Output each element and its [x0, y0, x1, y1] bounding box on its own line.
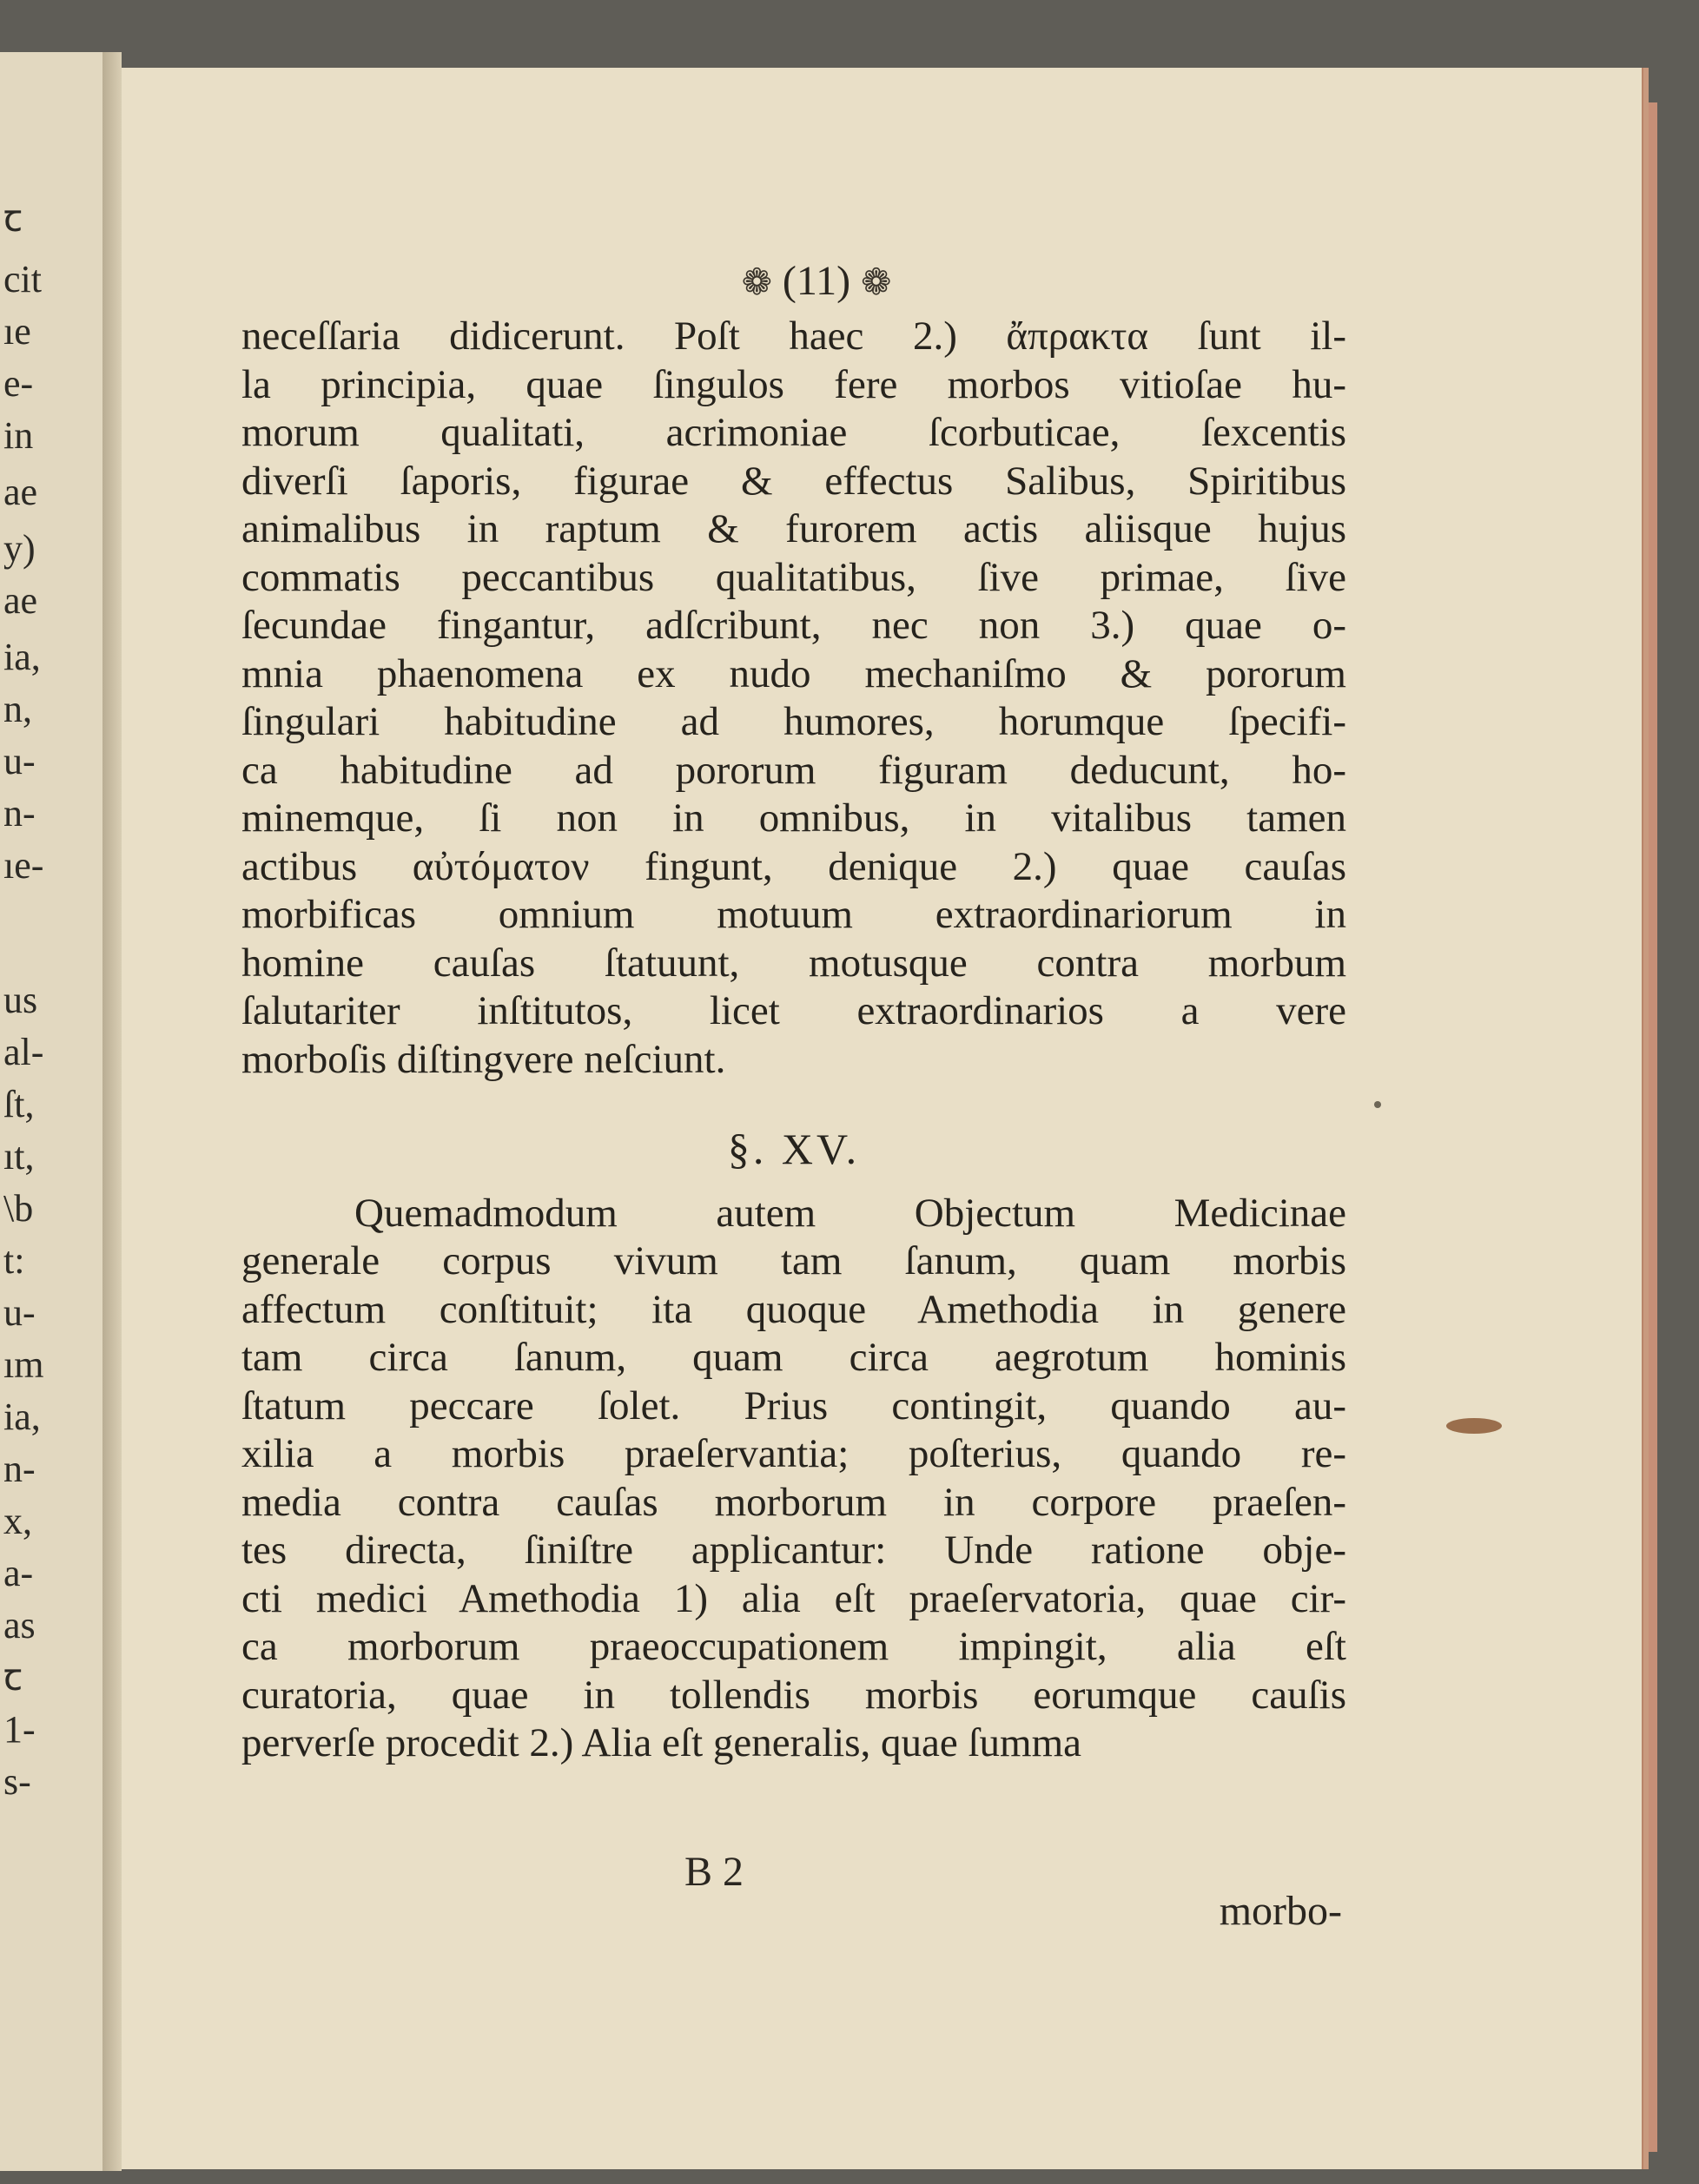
text-line: ſalutariter inſtitutos, licet extraordinarios a vere: [241, 988, 1346, 1033]
text-line: tam circa ſanum, quam circa aegrotum hominis: [241, 1335, 1346, 1380]
text-line: mnia phaenomena ex nudo mechaniſmo & pororum: [241, 650, 1346, 696]
text-line: generale corpus vivum tam ſanum, quam morbis: [241, 1238, 1346, 1283]
book-page: [122, 68, 1649, 2169]
text-line: tes directa, ſiniſtre applicantur: Unde ratione obje-: [241, 1527, 1346, 1573]
catchword: morbo-: [1219, 1888, 1342, 1934]
text-line: ca morborum praeoccupationem impingit, alia eſt: [241, 1624, 1346, 1669]
previous-page-edge: [0, 52, 105, 2171]
previous-page-fragment: ae: [3, 471, 38, 513]
previous-page-fragment: n,: [3, 688, 32, 730]
previous-page-fragment: ſt,: [3, 1083, 35, 1125]
previous-page-fragment: ım: [3, 1343, 44, 1386]
text-line: actibus αὐτόματον fingunt, denique 2.) quae cauſas: [241, 843, 1346, 889]
text-line: la principia, quae ſingulos fere morbos vitioſae hu-: [241, 361, 1346, 407]
main-text: [241, 313, 1346, 1768]
signature-mark: B 2: [684, 1849, 744, 1895]
text-line: Quemadmodum autem Objectum Medicinae: [354, 1190, 1346, 1236]
previous-page-fragment: n-: [3, 792, 36, 835]
previous-page-fragment: s-: [3, 1760, 31, 1803]
previous-page-fragment: al-: [3, 1031, 44, 1073]
book-gutter: [102, 52, 122, 2171]
text-line: neceſſaria didicerunt. Poſt haec 2.) ἄπρακτα ſunt il-: [241, 313, 1346, 359]
paragraph-1: [241, 313, 1346, 1084]
text-line: ſtatum peccare ſolet. Prius contingit, quando au-: [241, 1382, 1346, 1429]
previous-page-fragment: ıe: [3, 310, 31, 353]
text-line: media contra cauſas morborum in corpore praeſen-: [241, 1479, 1346, 1525]
text-line: affectum conſtituit; ita quoque Amethodia in genere: [241, 1286, 1346, 1332]
previous-page-fragment: ia,: [3, 636, 41, 678]
page-number: (11): [782, 258, 851, 304]
paragraph-2: [241, 1190, 1346, 1768]
previous-page-fragment: ia,: [3, 1396, 41, 1438]
previous-page-fragment: 1-: [3, 1708, 36, 1751]
text-line: morum qualitati, acrimoniae ſcorbuticae, ſexcentis: [241, 410, 1346, 455]
section-heading: §. XV.: [727, 1125, 861, 1173]
previous-page-fragment: e-: [3, 362, 34, 405]
previous-page-fragment: as: [3, 1604, 36, 1646]
text-line: curatoria, quae in tollendis morbis eorumque cauſis: [241, 1672, 1346, 1718]
text-line: ſingulari habitudine ad humores, horumque ſpecifi-: [241, 699, 1346, 744]
text-line: cti medici Amethodia 1) alia eſt praeſervatoria, quae cir-: [241, 1575, 1346, 1621]
text-line: animalibus in raptum & furorem actis aliisque hujus: [241, 506, 1346, 551]
previous-page-fragment: cit: [3, 258, 42, 300]
text-line: perverſe procedit 2.) Alia eſt generalis, quae ſumma: [241, 1720, 1082, 1765]
previous-page-fragment: u-: [3, 740, 36, 782]
text-line: ſecundae fingantur, adſcribunt, nec non 3.) quae o-: [241, 603, 1346, 648]
previous-page-fragment: t:: [3, 1239, 25, 1282]
text-line: morbificas omnium motuum extraordinariorum in: [241, 892, 1346, 937]
previous-page-fragment: u-: [3, 1291, 36, 1334]
previous-page-fragment: a-: [3, 1552, 34, 1594]
previous-page-fragment: ıt,: [3, 1135, 35, 1178]
page-header: [608, 257, 1025, 305]
previous-page-fragment: y): [3, 527, 36, 570]
text-line: homine cauſas ſtatuunt, motusque contra morbum: [241, 940, 1346, 986]
previous-page-fragment: n-: [3, 1448, 36, 1490]
text-line: xilia a morbis praeſervantia; poſterius, quando re-: [241, 1431, 1346, 1476]
fleuron-right-icon: ❁: [861, 263, 892, 303]
text-line: morboſis diſtingvere neſciunt.: [241, 1036, 726, 1082]
previous-page-fragment: ıe-: [3, 844, 44, 887]
text-line: commatis peccantibus qualitatibus, ſive primae, ſive: [241, 554, 1346, 600]
page-edge-red: [1649, 102, 1657, 2152]
previous-page-fragment: ꞇ: [3, 197, 23, 240]
previous-page-fragment: ꞇ: [3, 1656, 23, 1699]
fleuron-left-icon: ❁: [741, 263, 772, 303]
paper-spot: [1374, 1101, 1381, 1108]
paper-stain: [1446, 1418, 1502, 1434]
text-line: diverſi ſaporis, figurae & effectus Salibus, Spiritibus: [241, 458, 1346, 504]
previous-page-fragment: ae: [3, 579, 38, 622]
previous-page-fragment: us: [3, 979, 38, 1021]
previous-page-fragment: x,: [3, 1500, 32, 1542]
previous-page-fragment: in: [3, 414, 34, 457]
text-line: ca habitudine ad pororum figuram deducunt, ho-: [241, 747, 1346, 793]
text-line: minemque, ſi non in omnibus, in vitalibus tamen: [241, 795, 1346, 841]
previous-page-fragment: \b: [3, 1187, 34, 1230]
